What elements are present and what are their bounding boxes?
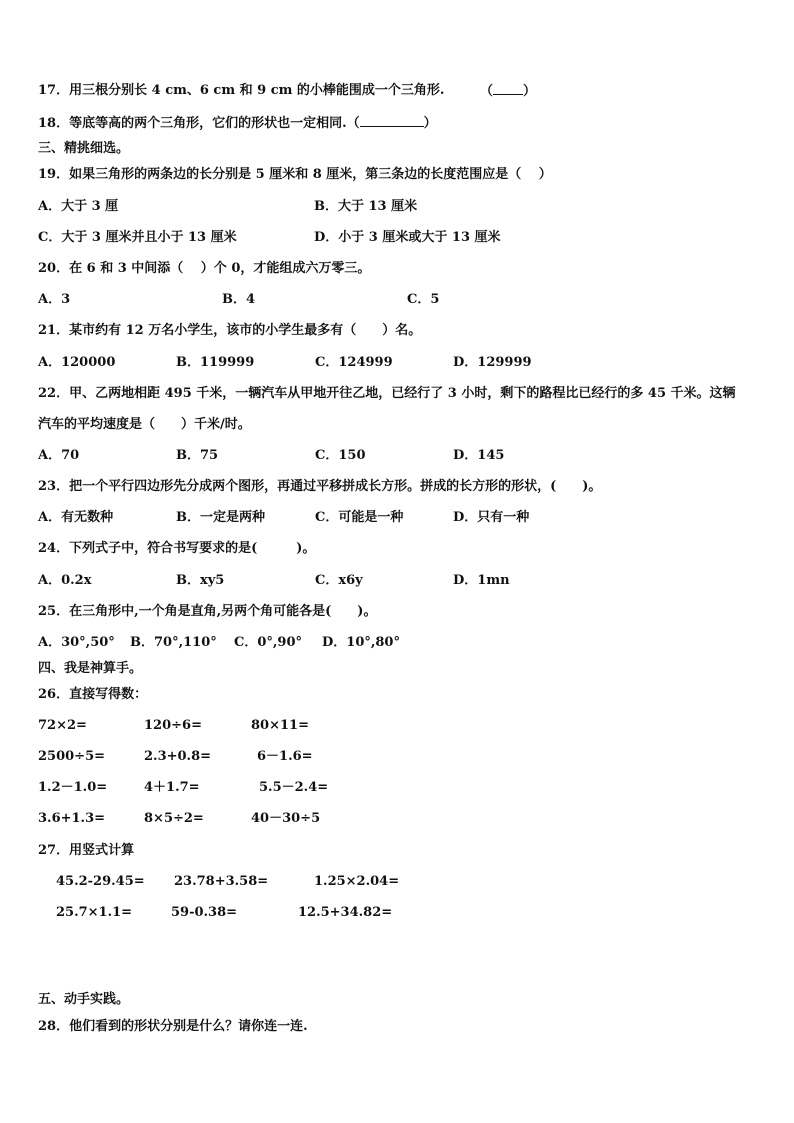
q27-item: 59-0.38= <box>171 905 238 920</box>
question-25-option-a[interactable]: A．30°,50° <box>38 635 115 650</box>
question-24-text: 24．下列式子中，符合书写要求的是( )。 <box>38 541 316 556</box>
section-4-heading: 四、我是神算手。 <box>38 661 143 676</box>
question-21-option-a[interactable]: A．120000 <box>38 355 116 370</box>
question-20-text: 20．在 6 和 3 中间添（ ）个 0，才能组成六万零三。 <box>38 261 371 276</box>
q27-item: 12.5+34.82= <box>298 905 393 920</box>
question-22-option-a[interactable]: A．70 <box>38 448 80 463</box>
question-22-option-c[interactable]: C．150 <box>315 448 366 463</box>
question-23-text: 23．把一个平行四边形先分成两个图形，再通过平移拼成长方形。拼成的长方形的形状，( )。 <box>38 479 602 494</box>
question-24-option-a[interactable]: A．0.2x <box>38 573 92 588</box>
question-17-answer-blank[interactable]: （ ） <box>480 84 537 99</box>
question-22-text-line2: 汽车的平均速度是（ ）千米/时。 <box>38 417 251 432</box>
question-19-option-b[interactable]: B．大于 13 厘米 <box>314 199 418 214</box>
question-23-option-d[interactable]: D．只有一种 <box>453 510 530 525</box>
q27-item: 23.78+3.58= <box>174 874 269 889</box>
question-24-option-d[interactable]: D．1mn <box>453 573 510 588</box>
section-3-heading: 三、精挑细选。 <box>38 141 130 156</box>
question-27-text: 27．用竖式计算 <box>38 843 135 858</box>
q26-item: 1.2－1.0= <box>38 780 108 795</box>
question-21-text: 21．某市约有 12 万名小学生，该市的小学生最多有（ ）名。 <box>38 323 422 338</box>
question-25-option-b[interactable]: B．70°,110° <box>130 635 217 650</box>
q27-item: 25.7×1.1= <box>56 905 133 920</box>
answer-underline <box>493 82 523 95</box>
q26-item: 80×11= <box>251 718 309 733</box>
question-18: 18．等底等高的两个三角形，它们的形状也一定相同.（ ） <box>38 116 437 131</box>
question-24-option-b[interactable]: B．xy5 <box>176 573 225 588</box>
question-18-answer-blank[interactable] <box>360 114 424 127</box>
question-19-option-a[interactable]: A．大于 3 厘 <box>38 199 119 214</box>
question-25-option-c[interactable]: C．0°,90° <box>234 635 303 650</box>
question-25-option-d[interactable]: D．10°,80° <box>322 635 400 650</box>
question-26-text: 26．直接写得数： <box>38 687 148 702</box>
q26-item: 40－30÷5 <box>251 811 321 826</box>
question-17-text: 17．用三根分别长 4 cm、6 cm 和 9 cm 的小棒能围成一个三角形. <box>38 83 445 98</box>
q26-item: 6－1.6= <box>257 749 313 764</box>
question-24-option-c[interactable]: C．x6y <box>315 573 363 588</box>
question-23-option-b[interactable]: B．一定是两种 <box>176 510 265 525</box>
q27-item: 45.2-29.45= <box>56 874 145 889</box>
q26-item: 2.3+0.8= <box>144 749 212 764</box>
question-21-option-b[interactable]: B．119999 <box>176 355 255 370</box>
question-22-text-line1: 22．甲、乙两地相距 495 千米，一辆汽车从甲地开往乙地，已经行了 3 小时，剩下的路程比已经行的多 45 千米。这辆 <box>38 386 736 401</box>
question-23-option-c[interactable]: C．可能是一种 <box>315 510 404 525</box>
q26-item: 72×2= <box>38 718 87 733</box>
section-5-heading: 五、动手实践。 <box>38 992 130 1007</box>
question-20-option-b[interactable]: B．4 <box>222 292 256 307</box>
question-21-option-c[interactable]: C．124999 <box>315 355 393 370</box>
question-20-option-a[interactable]: A．3 <box>38 292 71 307</box>
q26-item: 5.5－2.4= <box>259 780 329 795</box>
q26-item: 8×5÷2= <box>144 811 204 826</box>
q26-item: 3.6+1.3= <box>38 811 106 826</box>
question-25-text: 25．在三角形中,一个角是直角,另两个角可能各是( )。 <box>38 604 377 619</box>
question-28-text: 28．他们看到的形状分别是什么？请你连一连. <box>38 1019 308 1034</box>
question-21-option-d[interactable]: D．129999 <box>453 355 532 370</box>
question-19-text: 19．如果三角形的两条边的长分别是 5 厘米和 8 厘米，第三条边的长度范围应是（ ） <box>38 167 552 182</box>
question-20-option-c[interactable]: C．5 <box>407 292 440 307</box>
question-19-option-c[interactable]: C．大于 3 厘米并且小于 13 厘米 <box>38 230 237 245</box>
question-22-option-b[interactable]: B．75 <box>176 448 219 463</box>
q26-item: 120÷6= <box>144 718 202 733</box>
question-22-option-d[interactable]: D．145 <box>453 448 505 463</box>
question-23-option-a[interactable]: A．有无数种 <box>38 510 114 525</box>
question-18-text: 18．等底等高的两个三角形，它们的形状也一定相同.（ <box>38 116 360 131</box>
question-19-option-d[interactable]: D．小于 3 厘米或大于 13 厘米 <box>314 230 501 245</box>
q26-item: 2500÷5= <box>38 749 106 764</box>
question-17 <box>38 82 444 100</box>
q27-item: 1.25×2.04= <box>314 874 400 889</box>
q26-item: 4＋1.7= <box>144 780 200 795</box>
